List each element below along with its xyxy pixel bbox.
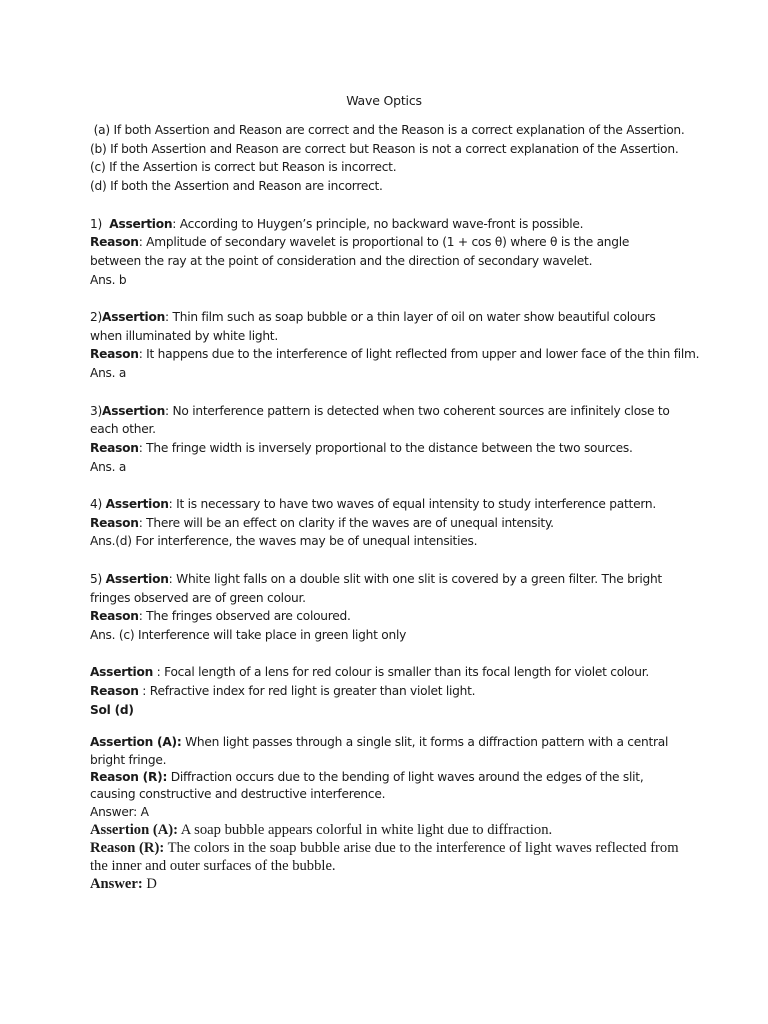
reason-label: Reason [90, 609, 139, 624]
reason-text: The colors in the soap bubble arise due to the interference of light waves reflected from the inner and outer surfaces of the bubble. [90, 839, 679, 874]
option-a: (a) If both Assertion and Reason are correct and the Reason is a correct explanation of the Assertion. [90, 123, 685, 137]
reason-text: Diffraction occurs due to the bending of light waves around the edges of the slit, causing constructive and destructive interference. [90, 770, 644, 802]
assertion-text: : Thin film such as soap bubble or a thin layer of oil on water show beautiful colours when illuminated by white light. [90, 310, 656, 343]
option-c: (c) If the Assertion is correct but Reason is incorrect. [90, 160, 397, 175]
reason-label: Reason [90, 440, 139, 455]
assertion-label: Assertion [105, 571, 169, 586]
reason-text: : Amplitude of secondary wavelet is proportional to (1 + cos θ) where θ is the angle between the ray at the point of consideration and the direction of secondary wavelet. [90, 235, 630, 268]
assertion-text: : It is necessary to have two waves of equal intensity to study interference pattern. [168, 497, 656, 511]
question-number: 5) [90, 571, 106, 586]
question-4 [90, 495, 690, 551]
answer: Ans.(d) For interference, the waves may be of unequal intensities. [90, 534, 478, 549]
answer: Ans. a [90, 459, 127, 474]
answer: Ans. b [90, 272, 127, 287]
assertion-label: Assertion (A): [90, 821, 178, 838]
answer-options [90, 121, 690, 196]
assertion-text: : Focal length of a lens for red colour is smaller than its focal length for violet colour. [153, 665, 649, 680]
reason-text: : Refractive index for red light is greater than violet light. [138, 684, 476, 698]
assertion-label: Assertion [90, 665, 154, 680]
question-number: 2) [90, 310, 103, 324]
question-3 [90, 402, 690, 477]
assertion-text: When light passes through a single slit, it forms a diffraction pattern with a central bright fringe. [90, 735, 669, 767]
question-6 [90, 663, 690, 719]
answer: Sol (d) [90, 702, 134, 717]
reason-label: Reason (R): [90, 770, 168, 784]
question-1 [90, 215, 690, 290]
question-5 [90, 570, 690, 645]
answer-label: Answer: [90, 875, 143, 892]
question-7 [90, 734, 690, 820]
reason-label: Reason [90, 235, 139, 250]
assertion-label: Assertion [109, 216, 173, 231]
answer-text: D [142, 875, 157, 892]
assertion-label: Assertion [105, 497, 169, 511]
reason-text: : The fringes observed are coloured. [138, 609, 351, 624]
question-number: 1) [90, 216, 110, 231]
question-number: 3) [90, 403, 103, 418]
assertion-label: Assertion [102, 403, 166, 418]
reason-text: : It happens due to the interference of light reflected from upper and lower face of the thin film. [138, 347, 700, 362]
reason-label: Reason [90, 684, 139, 698]
assertion-text: A soap bubble appears colorful in white light due to diffraction. [177, 821, 553, 838]
reason-text: : The fringe width is inversely proportional to the distance between the two sources. [138, 440, 633, 455]
question-number: 4) [90, 497, 106, 511]
question-8 [90, 821, 690, 893]
assertion-text: : No interference pattern is detected when two coherent sources are infinitely close to each other. [90, 403, 670, 437]
assertion-text: : White light falls on a double slit with one slit is covered by a green filter. The bright fringes observed are of green colour. [90, 571, 662, 605]
answer: Ans. (c) Interference will take place in green light only [90, 627, 407, 642]
option-b: (b) If both Assertion and Reason are correct but Reason is not a correct explanation of the Assertion. [90, 141, 679, 156]
reason-label: Reason [90, 347, 139, 362]
assertion-text: : According to Huygen’s principle, no backward wave-front is possible. [172, 216, 584, 231]
assertion-label: Assertion (A): [90, 735, 182, 750]
assertion-label: Assertion [102, 310, 166, 324]
question-2 [90, 308, 700, 383]
document-title: Wave Optics [346, 93, 422, 108]
reason-label: Reason (R): [90, 839, 165, 856]
option-d: (d) If both the Assertion and Reason are incorrect. [90, 179, 383, 194]
document-body [90, 121, 700, 893]
answer: Answer: A [90, 804, 149, 819]
reason-text: : There will be an effect on clarity if the waves are of unequal intensity. [138, 515, 554, 530]
reason-label: Reason [90, 515, 139, 530]
answer: Ans. a [90, 366, 127, 381]
